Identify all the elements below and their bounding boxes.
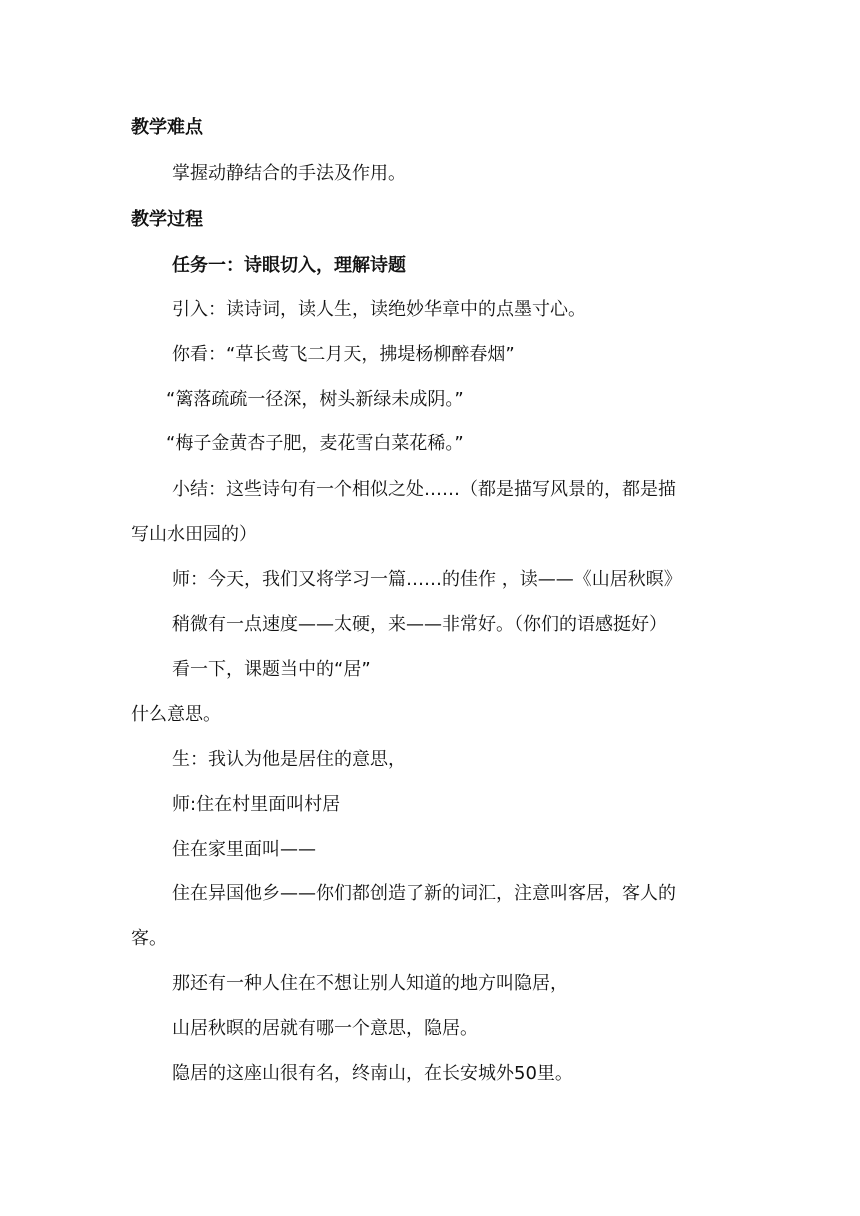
paragraph-line: 什么意思。 [131,704,221,725]
task1-title: 任务一：诗眼切入，理解诗题 [172,255,406,276]
paragraph-line: “梅子金黄杏子肥，麦花雪白菜花稀。” [166,433,464,454]
section-heading-process: 教学过程 [131,209,203,230]
paragraph-line: 你看：“草长莺飞二月天，拂堤杨柳醉春烟” [172,344,515,365]
paragraph-line: 山居秋暝的居就有哪一个意思，隐居。 [172,1018,478,1039]
paragraph-line: 住在异国他乡——你们都创造了新的词汇，注意叫客居，客人的 [172,883,676,904]
paragraph-line: 师：今天，我们又将学习一篇……的佳作 ，读——《山居秋暝》 [172,569,682,590]
section-heading-difficulty: 教学难点 [131,117,203,138]
paragraph-line: 师:住在村里面叫村居 [172,794,341,815]
paragraph-line: 小结：这些诗句有一个相似之处……（都是描写风景的，都是描 [172,479,676,500]
paragraph-line: 隐居的这座山很有名，终南山，在长安城外50里。 [172,1063,573,1084]
difficulty-text: 掌握动静结合的手法及作用。 [172,163,406,184]
paragraph-line: “篱落疏疏一径深，树头新绿未成阴。” [166,389,464,410]
paragraph-line: 稍微有一点速度——太硬，来——非常好。（你们的语感挺好） [172,614,667,635]
paragraph-line: 客。 [131,928,167,949]
paragraph-line: 那还有一种人住在不想让别人知道的地方叫隐居， [172,973,568,994]
paragraph-line: 写山水田园的） [131,524,257,545]
paragraph-line: 引入：读诗词，读人生，读绝妙华章中的点墨寸心。 [172,299,586,320]
paragraph-line: 生：我认为他是居住的意思， [172,749,406,770]
paragraph-line: 看一下，课题当中的“居” [172,659,371,680]
paragraph-line: 住在家里面叫—— [172,839,316,860]
